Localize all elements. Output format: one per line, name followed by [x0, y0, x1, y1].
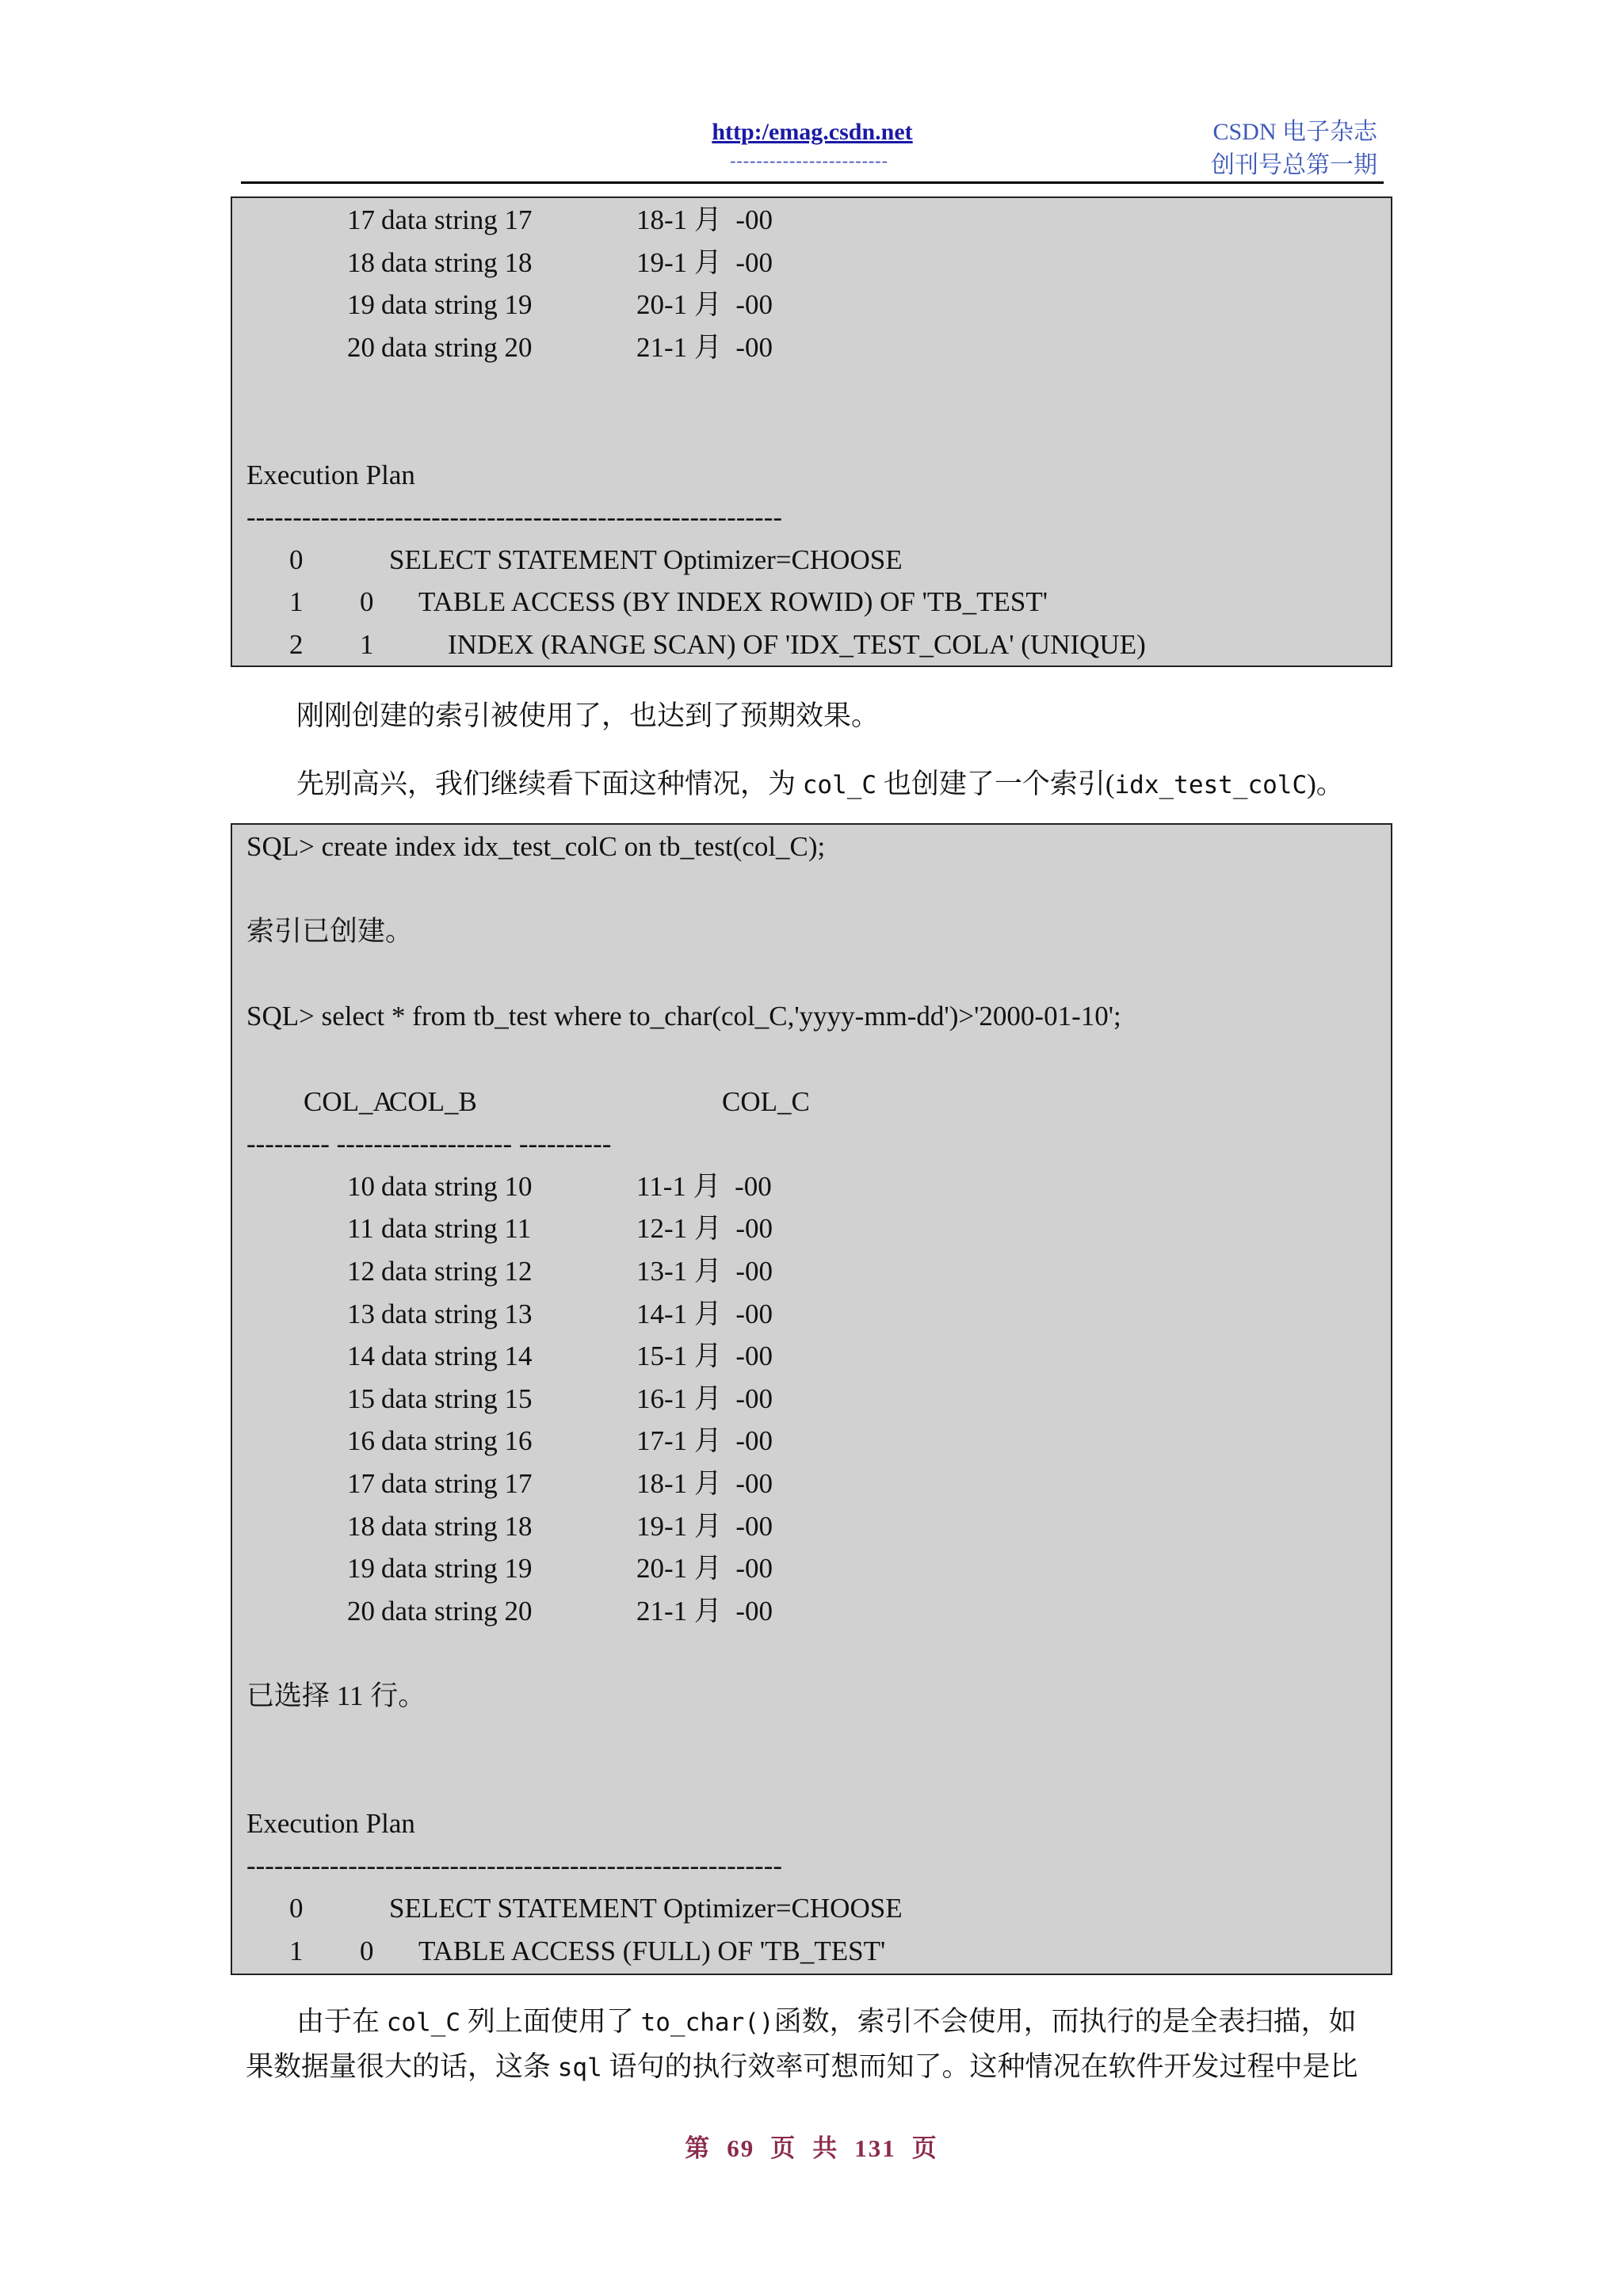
execution-plan-rule: ----------------------------------------------------------: [246, 1850, 783, 1882]
header-magazine-name: CSDN 电子杂志: [1212, 119, 1377, 145]
result-col-c: 18-1 月 -00: [636, 204, 773, 235]
para3-code-colc: col_C: [386, 2008, 461, 2037]
plan-step-parent: 1: [360, 629, 374, 660]
sql-command-select: SQL> select * from tb_test where to_char(col_C,'yyyy-mm-dd')>'2000-01-10';: [246, 1001, 1121, 1032]
para3-line1: [246, 2000, 1379, 2045]
result-header-col-c: COL_C: [722, 1085, 810, 1117]
result-col-c: 11-1 月 -00: [636, 1170, 772, 1202]
header-magazine-info: [1140, 116, 1377, 182]
para3-text: 由于在: [296, 2006, 387, 2037]
result-col-c: 19-1 月 -00: [636, 246, 773, 278]
para2-text-before: 先别高兴，我们继续看下面这种情况，为: [296, 769, 803, 799]
result-col-a: 18: [347, 246, 375, 278]
result-col-b: data string 17: [381, 1468, 533, 1499]
paragraph-index-used: 刚刚创建的索引被使用了，也达到了预期效果。: [296, 700, 880, 731]
result-col-c: 13-1 月 -00: [636, 1256, 773, 1287]
para2-code-index-name: idx_test_colC: [1114, 771, 1308, 799]
result-col-b: data string 18: [381, 246, 533, 278]
plan-step-operation: TABLE ACCESS (FULL) OF 'TB_TEST': [418, 1935, 886, 1966]
result-col-b: data string 16: [381, 1425, 533, 1457]
result-col-c: 12-1 月 -00: [636, 1213, 773, 1245]
result-col-c: 17-1 月 -00: [636, 1425, 773, 1457]
result-col-b: data string 14: [381, 1341, 533, 1372]
execution-plan-rule: ----------------------------------------------------------: [246, 502, 783, 533]
result-header-col-b: COL_B: [389, 1085, 477, 1117]
para3-text: 函数，索引不会使用，而执行的是全表扫描，如: [773, 2006, 1357, 2037]
result-col-c: 18-1 月 -00: [636, 1468, 773, 1499]
paragraph-full-table-scan: [246, 2000, 1379, 2090]
para3-text: 果数据量很大的话，这条: [246, 2051, 558, 2082]
result-col-b: data string 12: [381, 1256, 533, 1287]
result-col-c: 21-1 月 -00: [636, 331, 773, 363]
result-col-a: 19: [347, 289, 375, 321]
result-col-c: 19-1 月 -00: [636, 1510, 773, 1542]
result-col-a: 11: [347, 1213, 374, 1245]
footer-total-pages: 131: [854, 2134, 896, 2162]
plan-step-parent: 0: [360, 586, 374, 618]
footer-page-word: 页: [770, 2134, 797, 2162]
result-col-a: 10: [347, 1170, 375, 1202]
para3-code-sql: sql: [557, 2054, 602, 2082]
result-header-col-a: COL_A: [304, 1085, 393, 1117]
plan-step-operation: SELECT STATEMENT Optimizer=CHOOSE: [389, 1893, 903, 1924]
result-col-a: 14: [347, 1341, 375, 1372]
code-box-full-scan-result: [231, 823, 1392, 1975]
result-col-a: 20: [347, 1595, 375, 1627]
para3-line2: [246, 2045, 1379, 2090]
result-col-b: data string 13: [381, 1298, 533, 1329]
result-col-a: 20: [347, 331, 375, 363]
plan-step-id: 1: [289, 586, 304, 618]
header-rule: [241, 181, 1384, 184]
result-col-c: 20-1 月 -00: [636, 289, 773, 321]
code-box-index-result: [231, 196, 1392, 667]
sql-command-create-index: SQL> create index idx_test_colC on tb_test(col_C);: [246, 831, 826, 862]
result-col-a: 15: [347, 1383, 375, 1414]
header-url-underline-dashes: ------------------------: [730, 151, 888, 170]
para2-code-colc: col_C: [802, 771, 877, 799]
header-issue: 创刊号总第一期: [1211, 152, 1377, 178]
result-col-a: 12: [347, 1256, 375, 1287]
result-col-c: 15-1 月 -00: [636, 1341, 773, 1372]
footer-prefix: 第: [685, 2134, 712, 2162]
plan-step-parent: 0: [360, 1935, 374, 1966]
result-header-rule: --------- ------------------- ----------: [246, 1128, 612, 1160]
result-col-c: 16-1 月 -00: [636, 1383, 773, 1414]
rows-selected-message: 已选择 11 行。: [246, 1680, 426, 1711]
sql-message-index-created: 索引已创建。: [246, 916, 414, 948]
result-col-a: 18: [347, 1510, 375, 1542]
result-col-c: 20-1 月 -00: [636, 1553, 773, 1585]
result-col-b: data string 20: [381, 1595, 533, 1627]
plan-step-operation: SELECT STATEMENT Optimizer=CHOOSE: [389, 543, 903, 575]
plan-step-id: 2: [289, 629, 304, 660]
para3-code-tochar: to_char(): [640, 2008, 774, 2037]
footer-suffix: 页: [911, 2134, 938, 2162]
result-col-b: data string 19: [381, 1553, 533, 1585]
header-url-link[interactable]: http:/emag.csdn.net: [712, 119, 913, 145]
footer-page-number: 69: [727, 2134, 755, 2162]
result-col-a: 17: [347, 204, 375, 235]
result-col-b: data string 11: [381, 1213, 532, 1245]
plan-step-operation: INDEX (RANGE SCAN) OF 'IDX_TEST_COLA' (UNIQUE): [448, 629, 1146, 660]
result-col-c: 14-1 月 -00: [636, 1298, 773, 1329]
result-col-b: data string 18: [381, 1510, 533, 1542]
result-col-a: 19: [347, 1553, 375, 1585]
para2-text-after: )。: [1307, 769, 1344, 799]
result-col-a: 16: [347, 1425, 375, 1457]
result-col-b: data string 10: [381, 1170, 533, 1202]
paragraph-create-index-colc: [246, 762, 1379, 807]
result-col-a: 17: [347, 1468, 375, 1499]
execution-plan-title: Execution Plan: [246, 459, 415, 490]
result-col-a: 13: [347, 1298, 375, 1329]
para3-text: 列上面使用了: [460, 2006, 641, 2037]
plan-step-id: 0: [289, 1893, 304, 1924]
para3-text: 语句的执行效率可想而知了。这种情况在软件开发过程中是比: [601, 2051, 1358, 2082]
footer-total-word: 共: [812, 2134, 839, 2162]
para2-text-middle: 也创建了一个索引(: [876, 769, 1115, 799]
result-col-b: data string 17: [381, 204, 533, 235]
page-footer: [0, 2128, 1623, 2164]
plan-step-operation: TABLE ACCESS (BY INDEX ROWID) OF 'TB_TEST': [418, 586, 1048, 618]
plan-step-id: 0: [289, 543, 304, 575]
result-col-b: data string 15: [381, 1383, 533, 1414]
execution-plan-title: Execution Plan: [246, 1807, 415, 1839]
result-col-c: 21-1 月 -00: [636, 1595, 773, 1627]
plan-step-id: 1: [289, 1935, 304, 1966]
result-col-b: data string 20: [381, 331, 533, 363]
result-col-b: data string 19: [381, 289, 533, 321]
